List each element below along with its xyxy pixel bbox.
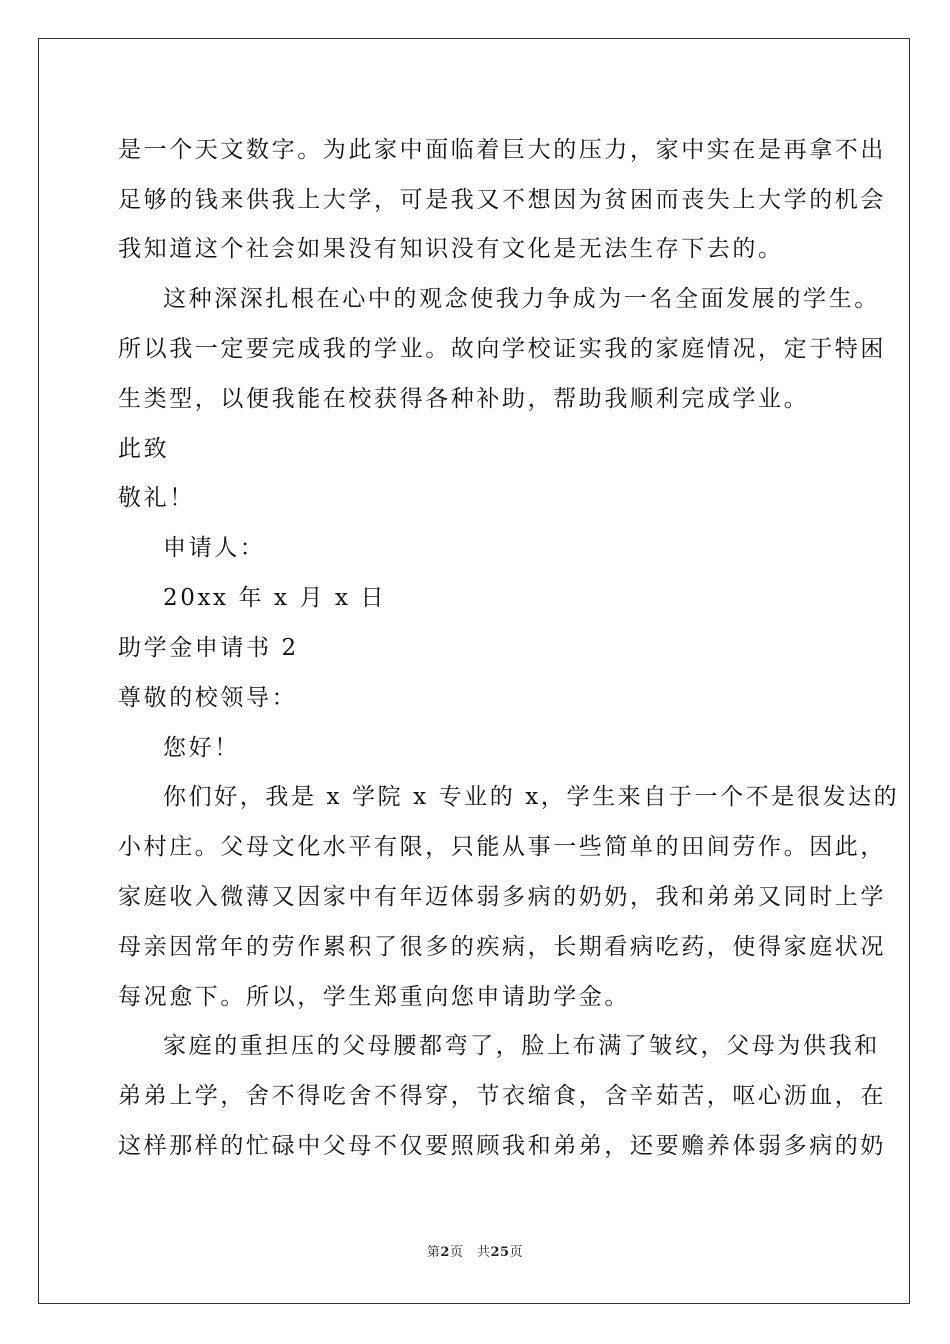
section-title: 助学金申请书 2 (118, 635, 299, 661)
paragraph-start: 这种深深扎根在心中的观念使我力争成为一名全面发展的学生。 (163, 286, 880, 312)
paragraph-start: 你们好，我是 x 学院 x 专业的 x，学生来自于一个不是很发达的 (163, 784, 900, 810)
text-line: 生类型，以便我能在校获得各种补助，帮助我顺利完成学业。 (118, 386, 810, 412)
text-line: 所以我一定要完成我的学业。故向学校证实我的家庭情况，定于特困 (118, 336, 886, 362)
greeting: 您好！ (163, 735, 240, 761)
closing-salutation: 此致 (118, 436, 170, 462)
text-line: 足够的钱来供我上大学，可是我又不想因为贫困而丧失上大学的机会 (118, 187, 886, 213)
text-line: 我知道这个社会如果没有知识没有文化是无法生存下去的。 (118, 236, 784, 262)
text-line: 每况愈下。所以，学生郑重向您申请助学金。 (118, 984, 630, 1010)
page-suffix: 页 (509, 1245, 524, 1260)
page-border (38, 38, 910, 1304)
text-line: 弟弟上学，舍不得吃舍不得穿，节衣缩食，含辛茹苦，呕心沥血，在 (118, 1083, 886, 1109)
text-line: 家庭收入微薄又因家中有年迈体弱多病的奶奶，我和弟弟又同时上学 (118, 884, 886, 910)
total-page-number: 25 (490, 1245, 510, 1260)
greeting-recipient: 尊敬的校领导： (118, 685, 298, 711)
paragraph-start: 家庭的重担压的父母腰都弯了，脸上布满了皱纹，父母为供我和 (163, 1033, 880, 1059)
text-line: 这样那样的忙碌中父母不仅要照顾我和弟弟，还要赡养体弱多病的奶 (118, 1133, 886, 1159)
text-line: 小村庄。父母文化水平有限，只能从事一些简单的田间劳作。因此， (118, 834, 886, 860)
text-line: 是一个天文数字。为此家中面临着巨大的压力，家中实在是再拿不出 (118, 137, 886, 163)
text-line: 母亲因常年的劳作累积了很多的疾病，长期看病吃药，使得家庭状况 (118, 934, 886, 960)
current-page-number: 2 (440, 1245, 450, 1260)
applicant-label: 申请人： (163, 535, 266, 561)
page-prefix: 第 (426, 1245, 441, 1260)
page-footer (0, 1244, 950, 1262)
date-line: 20xx 年 x 月 x 日 (163, 585, 387, 611)
closing-regards: 敬礼！ (118, 485, 195, 511)
page-mid: 页 共 (449, 1245, 491, 1260)
